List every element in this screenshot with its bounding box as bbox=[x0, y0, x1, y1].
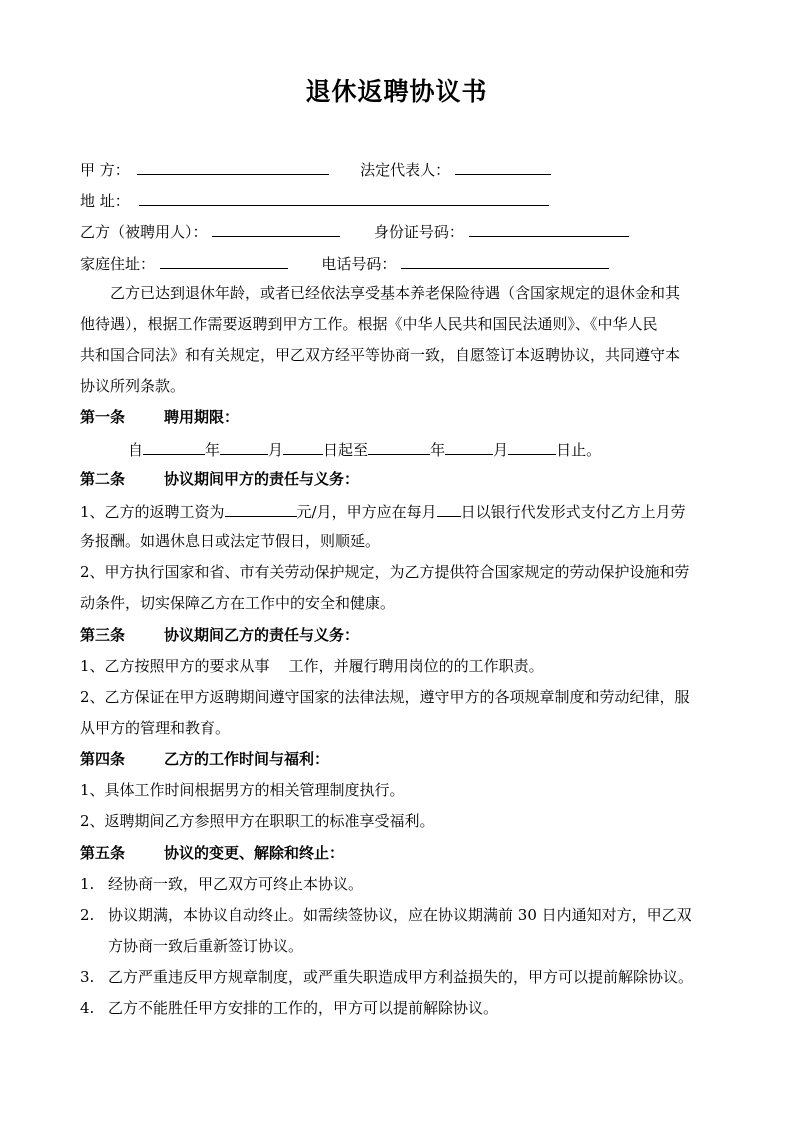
article-1-number: 第一条 bbox=[80, 408, 126, 426]
term-year-label: 年 bbox=[205, 441, 221, 459]
item-number: 1. bbox=[80, 875, 95, 893]
phone-label: 电话号码： bbox=[321, 255, 397, 273]
article-2-title: 协议期间甲方的责任与义务： bbox=[164, 470, 360, 488]
pay-day-label: 元/月，甲方应在每月 bbox=[296, 503, 437, 521]
article-4-item-1: 1、具体工作时间根据男方的相关管理制度执行。 bbox=[80, 781, 405, 799]
salary-label: 1、乙方的返聘工资为 bbox=[80, 503, 225, 521]
address-field[interactable] bbox=[139, 189, 549, 206]
article-5-number: 第五条 bbox=[80, 844, 126, 862]
item-number: 2. bbox=[80, 906, 95, 924]
pay-day-field[interactable] bbox=[437, 500, 461, 517]
item-number: 4. bbox=[80, 999, 95, 1017]
article-4-title: 乙方的工作时间与福利： bbox=[164, 750, 330, 768]
term-month-label-2: 月 bbox=[493, 441, 509, 459]
document-title: 退休返聘协议书 bbox=[305, 77, 488, 106]
item-number: 3. bbox=[80, 968, 95, 986]
article-3-number: 第三条 bbox=[80, 626, 126, 644]
start-day-field[interactable] bbox=[283, 438, 323, 455]
home-address-field[interactable] bbox=[160, 252, 288, 269]
start-year-field[interactable] bbox=[143, 438, 205, 455]
party-b-label: 乙方（被聘用人）： bbox=[80, 223, 208, 241]
address-row bbox=[80, 189, 549, 211]
term-day-end-label: 日止。 bbox=[556, 441, 602, 459]
article-4-number: 第四条 bbox=[80, 750, 126, 768]
term-year-label-2: 年 bbox=[430, 441, 446, 459]
article-3-item-2-cont: 从甲方的管理和教育。 bbox=[80, 719, 231, 737]
end-month-field[interactable] bbox=[445, 438, 493, 455]
term-month-label: 月 bbox=[268, 441, 284, 459]
article-5-item-2 bbox=[80, 905, 692, 925]
intro-line-3: 共和国合同法》和有关规定，甲乙双方经平等协商一致，自愿签订本返聘协议，共同遵守本 bbox=[80, 346, 681, 364]
intro-line-1: 乙方已达到退休年龄，或者已经依法享受基本养老保险待遇（含国家规定的退休金和其 bbox=[110, 284, 681, 302]
party-b-row bbox=[80, 220, 629, 242]
address-label: 地 址： bbox=[80, 192, 130, 210]
party-a-field[interactable] bbox=[137, 158, 329, 175]
intro-line-4: 协议所列条款。 bbox=[80, 377, 186, 395]
term-from-label: 自 bbox=[128, 441, 144, 459]
home-address-row bbox=[80, 252, 609, 274]
term-day-start-label: 日起至 bbox=[323, 441, 369, 459]
id-number-field[interactable] bbox=[469, 220, 629, 237]
term-row bbox=[128, 438, 601, 460]
party-a-row bbox=[80, 158, 551, 180]
party-b-field[interactable] bbox=[212, 220, 340, 237]
article-5-item-4 bbox=[80, 998, 498, 1018]
article-2-item-2-cont: 动条件，切实保障乙方在工作中的安全和健康。 bbox=[80, 594, 396, 612]
article-2-number: 第二条 bbox=[80, 470, 126, 488]
phone-field[interactable] bbox=[401, 252, 609, 269]
article-5-item-3 bbox=[80, 967, 693, 987]
article-3-item-1: 1、乙方按照甲方的要求从事 工作，并履行聘用岗位的的工作职责。 bbox=[80, 657, 544, 675]
article-5-title: 协议的变更、解除和终止： bbox=[164, 844, 345, 862]
item-text: 经协商一致，甲乙双方可终止本协议。 bbox=[108, 875, 364, 893]
article-1-heading bbox=[80, 407, 239, 427]
article-3-title: 协议期间乙方的责任与义务： bbox=[164, 626, 360, 644]
article-4-heading bbox=[80, 749, 329, 769]
article-5-heading bbox=[80, 843, 344, 863]
legal-rep-field[interactable] bbox=[455, 158, 551, 175]
article-2-item-2: 2、甲方执行国家和省、市有关劳动保护规定，为乙方提供符合国家规定的劳动保护设施和劳 bbox=[80, 563, 690, 581]
end-year-field[interactable] bbox=[368, 438, 430, 455]
start-month-field[interactable] bbox=[220, 438, 268, 455]
pay-method-text: 日以银行代发形式支付乙方上月劳 bbox=[460, 503, 686, 521]
item-text: 乙方不能胜任甲方安排的工作的，甲方可以提前解除协议。 bbox=[108, 999, 499, 1017]
item-text: 协议期满，本协议自动终止。如需续签协议，应在协议期满前 30 日内通知对方，甲乙双 bbox=[108, 906, 692, 924]
id-number-label: 身份证号码： bbox=[373, 223, 464, 241]
article-3-item-2: 2、乙方保证在甲方返聘期间遵守国家的法律法规，遵守甲方的各项规章制度和劳动纪律，服 bbox=[80, 688, 690, 706]
end-day-field[interactable] bbox=[508, 438, 556, 455]
item-text: 乙方严重违反甲方规章制度，或严重失职造成甲方利益损失的，甲方可以提前解除协议。 bbox=[108, 968, 694, 986]
article-5-item-2-cont: 方协商一致后重新签订协议。 bbox=[108, 937, 304, 955]
article-4-item-2: 2、返聘期间乙方参照甲方在职职工的标准享受福利。 bbox=[80, 812, 435, 830]
legal-rep-label: 法定代表人： bbox=[360, 161, 451, 179]
intro-line-2: 他待遇），根据工作需要返聘到甲方工作。根据《中华人民共和国民法通则》、《中华人民 bbox=[80, 315, 658, 333]
salary-field[interactable] bbox=[225, 500, 297, 517]
article-2-item-1-cont: 务报酬。如遇休息日或法定节假日，则顺延。 bbox=[80, 532, 381, 550]
party-a-label: 甲 方： bbox=[80, 161, 130, 179]
article-2-heading bbox=[80, 469, 359, 489]
article-5-item-1 bbox=[80, 874, 363, 894]
article-3-heading bbox=[80, 625, 359, 645]
home-address-label: 家庭住址： bbox=[80, 255, 156, 273]
article-2-item-1 bbox=[80, 500, 686, 522]
article-1-title: 聘用期限： bbox=[164, 408, 240, 426]
